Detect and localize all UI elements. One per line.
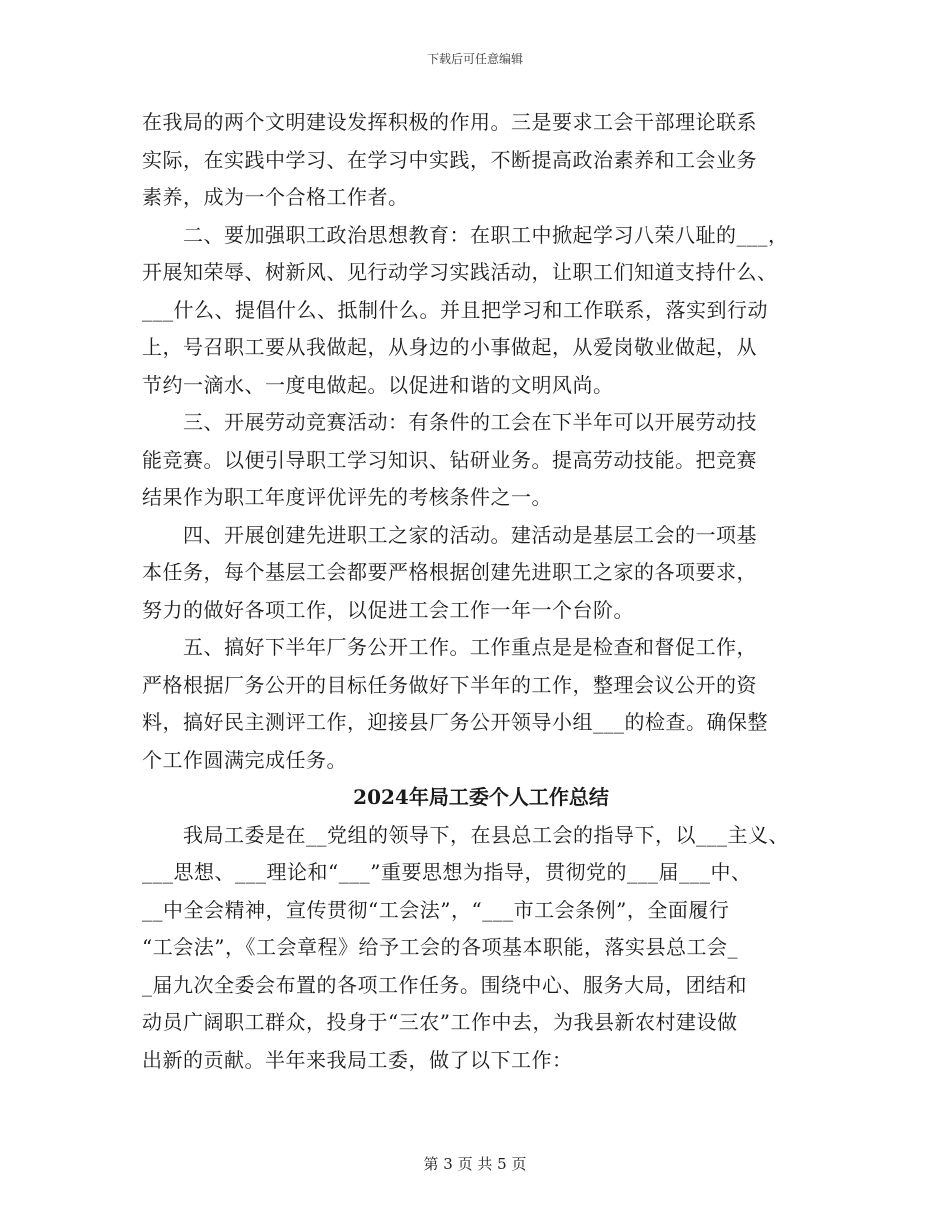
body-line: 实际，在实践中学习、在学习中实践，不断提高政治素养和工会业务 [142, 147, 757, 172]
body-line: 在我局的两个文明建设发挥积极的作用。三是要求工会干部理论联系 [142, 110, 757, 134]
body-line: 结果作为职工年度评优评先的考核条件之一。 [142, 485, 552, 509]
body-line: “工会法”，《工会章程》给予工会的各项基本职能，落实县总工会_ [142, 935, 738, 959]
body-line: ___什么、提倡什么、抵制什么。并且把学习和工作联系，落实到行动 [142, 297, 768, 322]
body-line: 节约一滴水、一度电做起。以促进和谐的文明风尚。 [142, 372, 614, 397]
body-line: 出新的贡献。半年来我局工委，做了以下工作： [142, 1047, 573, 1072]
paragraph-start-line: 二、要加强职工政治思想教育：在职工中掀起学习八荣八耻的___， [183, 222, 789, 247]
paragraph-start-line: 五、搞好下半年厂务公开工作。工作重点是是检查和督促工作， [183, 635, 757, 659]
body-line: 本任务，每个基层工会都要严格根据创建先进职工之家的各项要求， [142, 560, 757, 584]
section-title: 2024年局工委个人工作总结 [353, 785, 609, 809]
body-line: _届九次全委会布置的各项工作任务。围绕中心、服务大局，团结和 [142, 972, 747, 997]
paragraph-start-line: 我局工委是在__党组的领导下，在县总工会的指导下，以___主义、 [183, 822, 789, 847]
paragraph-start-line: 四、开展创建先进职工之家的活动。建活动是基层工会的一项基 [183, 522, 757, 547]
document-body [142, 104, 822, 1079]
body-line: 动员广阔职工群众，投身于“三农”工作中去，为我县新农村建设做 [142, 1010, 738, 1034]
body-line: 素养，成为一个合格工作者。 [142, 185, 409, 209]
body-line: 上，号召职工要从我做起，从身边的小事做起，从爱岗敬业做起，从 [142, 335, 757, 359]
body-line: 努力的做好各项工作，以促进工会工作一年一个台阶。 [142, 597, 634, 622]
body-line: 能竞赛。以便引导职工学习知识、钻研业务。提高劳动技能。把竞赛 [142, 447, 757, 472]
page-number: 第 3 页 共 5 页 [423, 1155, 527, 1173]
body-line: 个工作圆满完成任务。 [142, 747, 347, 772]
body-line: 开展知荣辱、树新风、见行动学习实践活动，让职工们知道支持什么、 [142, 260, 778, 284]
body-line: ___思想、___理论和“___”重要思想为指导，贯彻党的___届___中、 [142, 860, 752, 884]
body-line: __中全会精神，宣传贯彻“工会法”，“___市工会条例”，全面履行 [142, 897, 730, 922]
page-header: 下载后可任意编辑 [426, 52, 523, 66]
paragraph-start-line: 三、开展劳动竞赛活动：有条件的工会在下半年可以开展劳动技 [183, 410, 757, 434]
body-line: 严格根据厂务公开的目标任务做好下半年的工作，整理会议公开的资 [142, 672, 757, 697]
body-line: 料，搞好民主测评工作，迎接县厂务公开领导小组___的检查。确保整 [142, 710, 768, 734]
